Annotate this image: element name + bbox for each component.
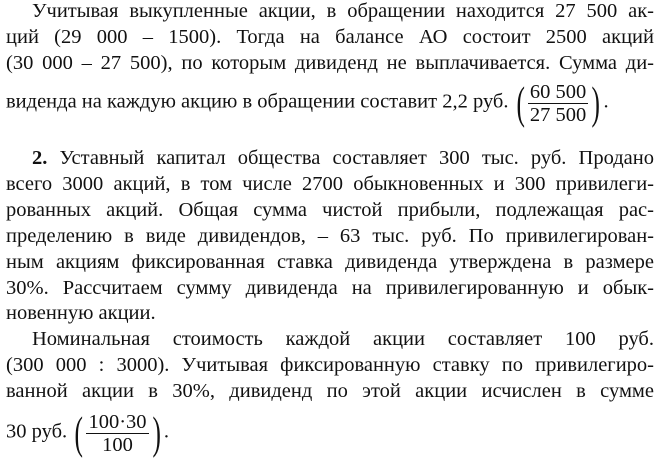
fraction-denominator: 27 500: [529, 103, 587, 126]
document-page: [6, 0, 658, 468]
p2-line-5: ным акциям фиксированная ставка дивиденда утверждена в размере: [6, 251, 654, 273]
p2-line-2: всего 3000 акций, в том числе 2700 обыкновенных и 300 привилеги-: [6, 173, 654, 195]
fraction-body: [528, 81, 588, 126]
fraction-numerator: 60 500: [529, 80, 587, 103]
p3-line-4-text: 30 руб.: [6, 420, 68, 443]
p3-line-2: (300 000 : 3000). Учитывая фиксированную ставку по привилегиро-: [6, 354, 654, 376]
fraction-denominator: 100: [102, 433, 133, 456]
fraction-body: [86, 411, 148, 456]
fraction-60500-27500: [513, 77, 604, 128]
p3-line-3: ванной акции в 30%, дивиденд по этой акции исчислен в сумме: [6, 380, 654, 402]
paren-close: ): [151, 407, 161, 458]
p1-line-4: [6, 77, 609, 128]
p1-line-3: (30 000 – 27 500), по которым дивиденд не выплачивается. Сумма ди-: [6, 52, 654, 74]
p2-line-3: рованных акций. Общая сумма чистой прибыли, подлежащая рас-: [6, 199, 654, 221]
p1-line-1: Учитывая выкупленные акции, в обращении находится 27 500 ак-: [32, 0, 654, 22]
p3-line-4: [6, 407, 169, 458]
paren-close: ): [591, 77, 601, 128]
p2-number: 2.: [32, 147, 48, 169]
paren-open: (: [74, 407, 84, 458]
p2-line-1-text: Уставный капитал общества составляет 300 тыс. руб. Продано: [59, 147, 655, 169]
p2-line-1: [32, 145, 654, 171]
p2-line-4: пределению в виде дивидендов, – 63 тыс. руб. По привилегирован-: [6, 225, 654, 247]
p1-line-4-text: виденда на каждую акцию в обращении составит 2,2 руб.: [6, 90, 509, 113]
p3-line-1: Номинальная стоимость каждой акции составляет 100 руб.: [32, 328, 654, 350]
p2-line-7: новенную акции.: [6, 302, 156, 324]
p1-line-4-end: .: [603, 90, 609, 113]
p2-line-6: 30%. Рассчитаем сумму дивиденда на привилегированную и обык-: [6, 277, 654, 299]
p1-line-2: ций (29 000 – 1500). Тогда на балансе АО состоит 2500 акций: [6, 26, 654, 48]
fraction-numerator: 100·30: [88, 410, 147, 433]
fraction-100x30-100: [71, 407, 164, 458]
paren-open: (: [515, 77, 525, 128]
p3-line-4-end: .: [163, 420, 169, 443]
